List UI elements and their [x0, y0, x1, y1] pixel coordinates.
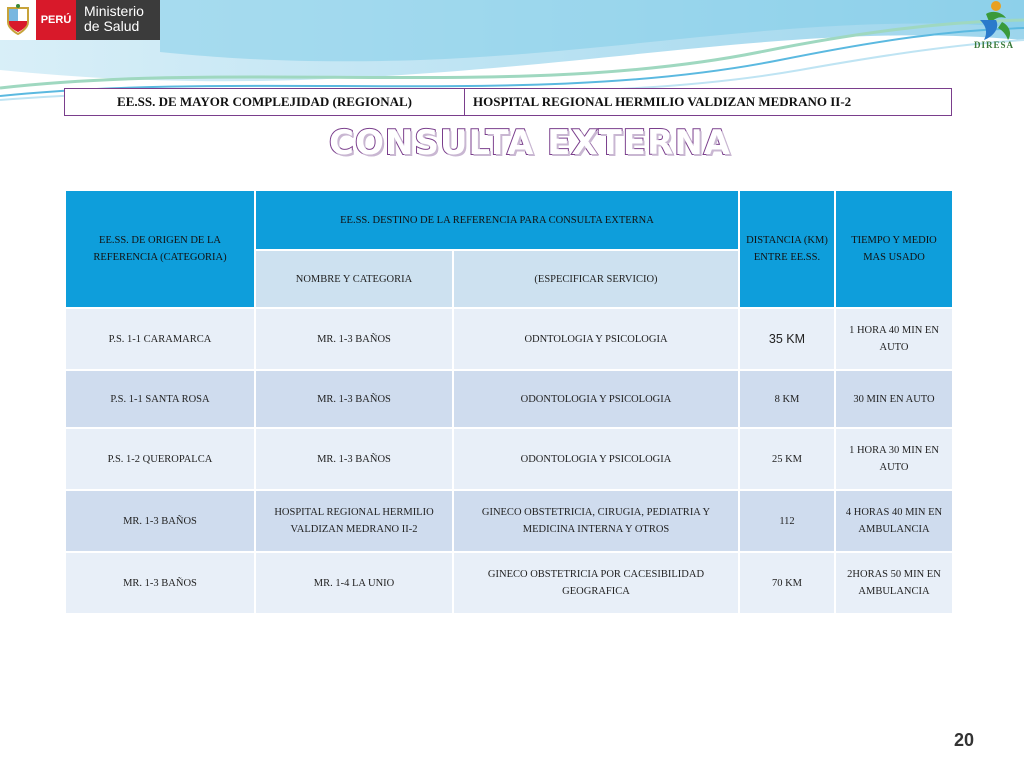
ministerio-label — [76, 0, 160, 40]
table-row — [65, 308, 953, 370]
header-complexity: EE.SS. DE MAYOR COMPLEJIDAD (REGIONAL) — [65, 89, 465, 115]
cell-distancia: 35 KM — [739, 308, 835, 370]
peru-shield-icon — [0, 0, 36, 40]
table-row — [65, 370, 953, 428]
referral-table — [64, 189, 954, 615]
facility-header — [64, 88, 952, 116]
cell-distancia: 8 KM — [739, 370, 835, 428]
ministerio-line2: de Salud — [84, 18, 140, 34]
cell-origen: MR. 1-3 BAÑOS — [65, 490, 255, 552]
ministerio-salud-logo — [0, 0, 160, 40]
header-tiempo: TIEMPO Y MEDIO MAS USADO — [835, 190, 953, 308]
cell-nombre: MR. 1-3 BAÑOS — [255, 428, 453, 490]
cell-origen: P.S. 1-1 SANTA ROSA — [65, 370, 255, 428]
diresa-logo — [966, 0, 1022, 60]
header-hospital: HOSPITAL REGIONAL HERMILIO VALDIZAN MEDRANO II-2 — [473, 94, 852, 109]
cell-tiempo: 30 MIN EN AUTO — [835, 370, 953, 428]
cell-servicio: GINECO OBSTETRICIA, CIRUGIA, PEDIATRIA Y MEDICINA INTERNA Y OTROS — [453, 490, 739, 552]
table-row — [65, 552, 953, 614]
cell-distancia: 25 KM — [739, 428, 835, 490]
header-destino: EE.SS. DESTINO DE LA REFERENCIA PARA CONSULTA EXTERNA — [255, 190, 739, 250]
cell-tiempo: 4 HORAS 40 MIN EN AMBULANCIA — [835, 490, 953, 552]
diresa-figure-icon — [966, 0, 1022, 42]
cell-servicio: ODONTOLOGIA Y PSICOLOGIA — [453, 428, 739, 490]
table-row — [65, 490, 953, 552]
cell-distancia: 70 KM — [739, 552, 835, 614]
cell-nombre: MR. 1-3 BAÑOS — [255, 308, 453, 370]
cell-nombre: MR. 1-3 BAÑOS — [255, 370, 453, 428]
ministerio-line1: Ministerio — [84, 3, 144, 19]
cell-tiempo: 1 HORA 40 MIN EN AUTO — [835, 308, 953, 370]
cell-servicio: GINECO OBSTETRICIA POR CACESIBILIDAD GEOGRAFICA — [453, 552, 739, 614]
subheader-servicio: (ESPECIFICAR SERVICIO) — [453, 250, 739, 308]
cell-tiempo: 1 HORA 30 MIN EN AUTO — [835, 428, 953, 490]
cell-tiempo: 2HORAS 50 MIN EN AMBULANCIA — [835, 552, 953, 614]
cell-distancia: 112 — [739, 490, 835, 552]
cell-servicio: ODNTOLOGIA Y PSICOLOGIA — [453, 308, 739, 370]
cell-origen: MR. 1-3 BAÑOS — [65, 552, 255, 614]
page-title: CONSULTA EXTERNA — [329, 123, 731, 163]
cell-nombre: HOSPITAL REGIONAL HERMILIO VALDIZAN MEDRANO II-2 — [255, 490, 453, 552]
header-distancia: DISTANCIA (KM) ENTRE EE.SS. — [739, 190, 835, 308]
cell-nombre: MR. 1-4 LA UNIO — [255, 552, 453, 614]
header-origen: EE.SS. DE ORIGEN DE LA REFERENCIA (CATEGORIA) — [65, 190, 255, 308]
cell-servicio: ODONTOLOGIA Y PSICOLOGIA — [453, 370, 739, 428]
cell-origen: P.S. 1-2 QUEROPALCA — [65, 428, 255, 490]
subheader-nombre: NOMBRE Y CATEGORIA — [255, 250, 453, 308]
peru-label: PERÚ — [36, 0, 76, 40]
cell-origen: P.S. 1-1 CARAMARCA — [65, 308, 255, 370]
diresa-label: DIRESA — [973, 40, 1014, 50]
page-number: 20 — [953, 730, 975, 750]
table-row — [65, 428, 953, 490]
